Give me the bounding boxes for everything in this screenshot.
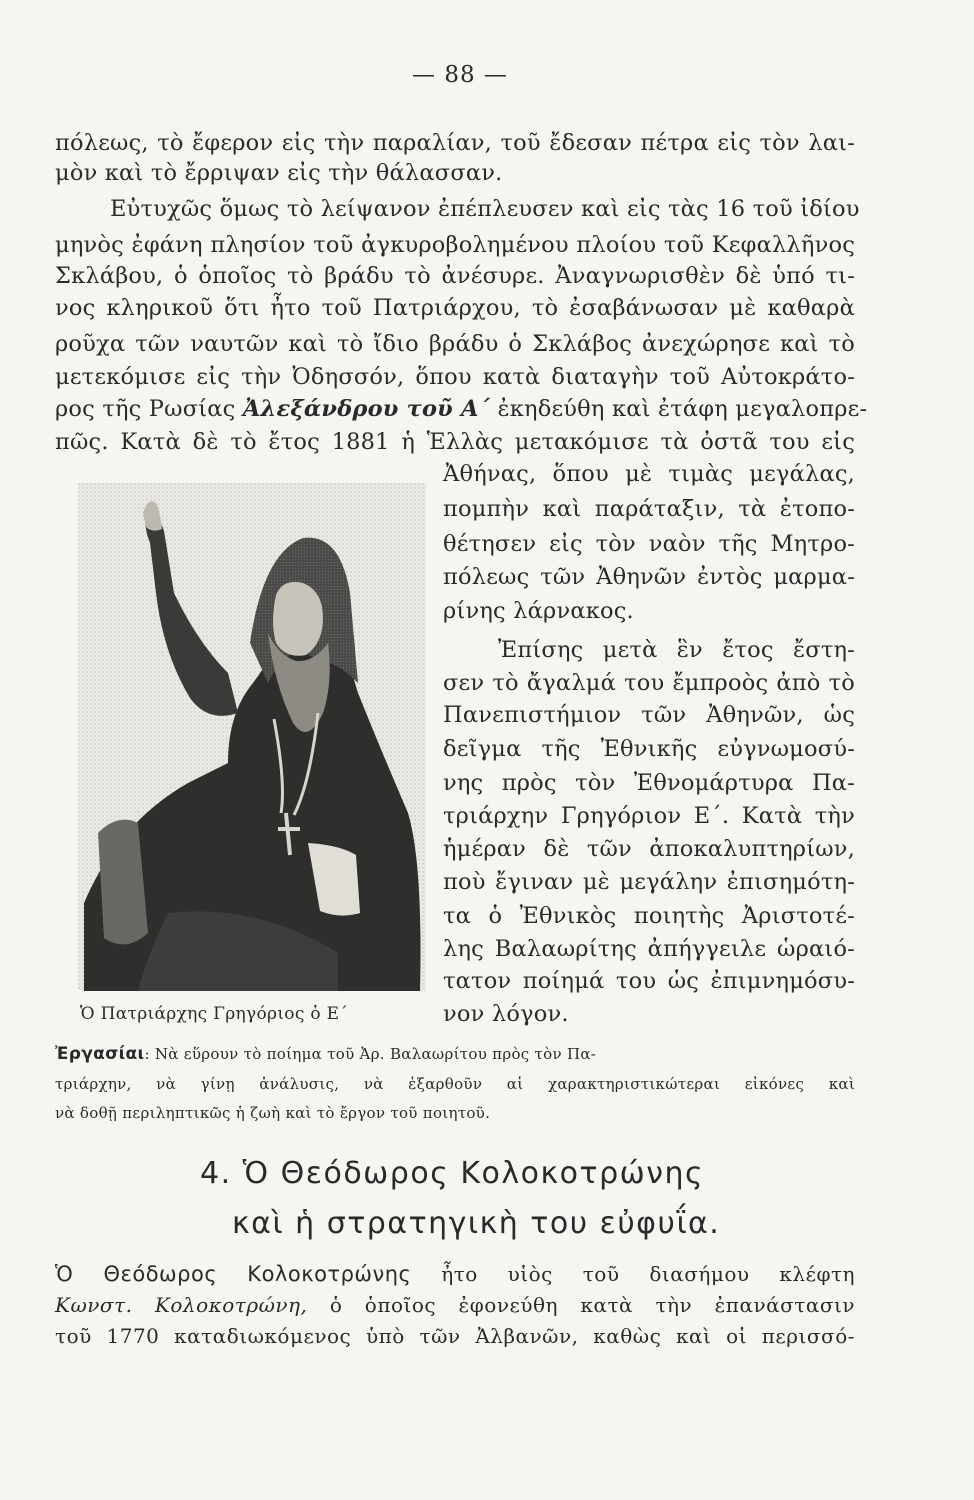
right-column-line: λης Βαλαωρίτης ἀπήγγειλε ὡραιό-	[443, 936, 855, 962]
text-line: μὸν καὶ τὸ ἔρριψαν εἰς τὴν θάλασσαν.	[55, 160, 503, 186]
text-line: Σκλάβου, ὁ ὁποῖος τὸ βράδυ τὸ ἀνέσυρε. Ἀναγνωρισθὲν δὲ ὑπό τι-	[55, 263, 855, 289]
text-line-russia	[55, 394, 868, 424]
closing-line: τοῦ 1770 καταδιωκόμενος ὑπὸ τῶν Ἀλβανῶν, καθὼς καὶ οἱ περισσό-	[55, 1324, 855, 1348]
text-line: πόλεως, τὸ ἔφερον εἰς τὴν παραλίαν, τοῦ ἔδεσαν πέτρα εἰς τὸν λαι-	[55, 130, 855, 156]
closing-line	[55, 1259, 855, 1289]
text-line: νος κληρικοῦ ὅτι ἦτο τοῦ Πατριάρχου, τὸ ἐσαβάνωσαν μὲ καθαρὰ	[55, 295, 855, 321]
right-column-line: Ἐπίσης μετὰ ἓν ἔτος ἔστη-	[498, 637, 855, 663]
exercises-text: : Νὰ εὕρουν τὸ ποίημα τοῦ Ἀρ. Βαλαωρίτου πρὸς τὸν Πα-	[144, 1045, 597, 1063]
right-column-line: σεν τὸ ἄγαλμά του ἔμπροὸς ἀπὸ τὸ	[443, 670, 855, 696]
portrait-face	[273, 582, 323, 656]
right-column-line: τα ὁ Ἐθνικὸς ποιητὴς Ἀριστοτέ-	[443, 903, 855, 929]
patriarch-portrait	[78, 483, 426, 991]
text-fragment: ἐκηδεύθη καὶ ἐτάφη μεγαλοπρε-	[490, 396, 868, 422]
right-column-line: τριάρχην Γρηγόριον Ε΄. Κατὰ τὴν	[443, 803, 855, 829]
exercises-line: νὰ δοθῇ περιληπτικῶς ἡ ζωὴ καὶ τὸ ἔργον τοῦ ποιητοῦ.	[55, 1104, 491, 1122]
portrait-caption: Ὁ Πατριάρχης Γρηγόριος ὁ Ε΄	[80, 1004, 349, 1024]
exercises-label: Ἐργασίαι	[55, 1044, 145, 1064]
right-column-line: ρίνης λάρνακος.	[443, 598, 634, 624]
right-column-line: ποὺ ἔγιναν μὲ μεγάλην ἐπισημότη-	[443, 869, 855, 895]
right-column-line: νης πρὸς τὸν Ἐθνομάρτυρα Πα-	[443, 770, 855, 796]
text-fragment: ὁ ὁποῖος ἐφονεύθη κατὰ τὴν ἐπανάστασιν	[307, 1293, 855, 1317]
text-line: μετεκόμισε εἰς τὴν Ὀδησσόν, ὅπου κατὰ διαταγὴν τοῦ Αὐτοκράτο-	[55, 364, 855, 390]
section-subheading: καὶ ἡ στρατηγικὴ του εὐφυΐα.	[232, 1206, 721, 1241]
text-line: Εὐτυχῶς ὅμως τὸ λείψανον ἐπέπλευσεν καὶ εἰς τὰς 16 τοῦ ἰδίου	[110, 196, 860, 222]
emperor-name: Ἀλεξάνδρου τοῦ Α΄	[242, 396, 491, 422]
right-column-line: πομπὴν καὶ παράταξιν, τὰ ἐτοπο-	[443, 496, 855, 522]
section-heading: 4. Ὁ Θεόδωρος Κολοκοτρώνης	[200, 1156, 705, 1191]
right-column-line: πόλεως τῶν Ἀθηνῶν ἐντὸς μαρμα-	[443, 564, 855, 590]
text-line: πῶς. Κατὰ δὲ τὸ ἔτος 1881 ἡ Ἑλλὰς μετακόμισε τὰ ὀστᾶ του εἰς	[55, 429, 855, 455]
text-fragment: ἦτο υἱὸς τοῦ διασήμου κλέφτη	[411, 1262, 855, 1286]
right-column-line: δεῖγμα τῆς Ἐθνικῆς εὐγνωμοσύ-	[443, 736, 855, 762]
page-number: — 88 —	[412, 62, 508, 88]
portrait-illustration	[78, 483, 426, 991]
closing-lead: Ὁ Θεόδωρος Κολοκοτρώνης	[55, 1262, 412, 1286]
father-name: Κωνστ. Κολοκοτρώνη,	[55, 1293, 308, 1317]
right-column-line: θέτησεν εἰς τὸν ναὸν τῆς Μητρο-	[443, 531, 855, 557]
text-fragment: ρος τῆς Ρωσίας	[55, 396, 243, 422]
right-column-line: νον λόγον.	[443, 1001, 569, 1027]
exercises-line	[55, 1043, 855, 1065]
right-column-line: Πανεπιστήμιον τῶν Ἀθηνῶν, ὡς	[443, 702, 855, 728]
right-column-line: Ἀθήνας, ὅπου μὲ τιμὰς μεγάλας,	[443, 461, 855, 487]
right-column-line: τατον ποίημά του ὡς ἐπιμνημόσυ-	[443, 968, 855, 994]
text-line: μηνὸς ἐφάνη πλησίον τοῦ ἀγκυροβολημένου πλοίου τοῦ Κεφαλλῆνος	[55, 232, 855, 258]
exercises-line: τριάρχην, νὰ γίνῃ ἀνάλυσις, νὰ ἐξαρθοῦν αἱ χαρακτηριστικώτεραι εἰκόνες καὶ	[55, 1075, 855, 1093]
text-line: ροῦχα τῶν ναυτῶν καὶ τὸ ἴδιο βράδυ ὁ Σκλάβος ἀνεχώρησε καὶ τὸ	[55, 331, 855, 357]
closing-line	[55, 1290, 855, 1320]
right-column-line: ἡμέραν δὲ τῶν ἀποκαλυπτηρίων,	[443, 836, 855, 862]
